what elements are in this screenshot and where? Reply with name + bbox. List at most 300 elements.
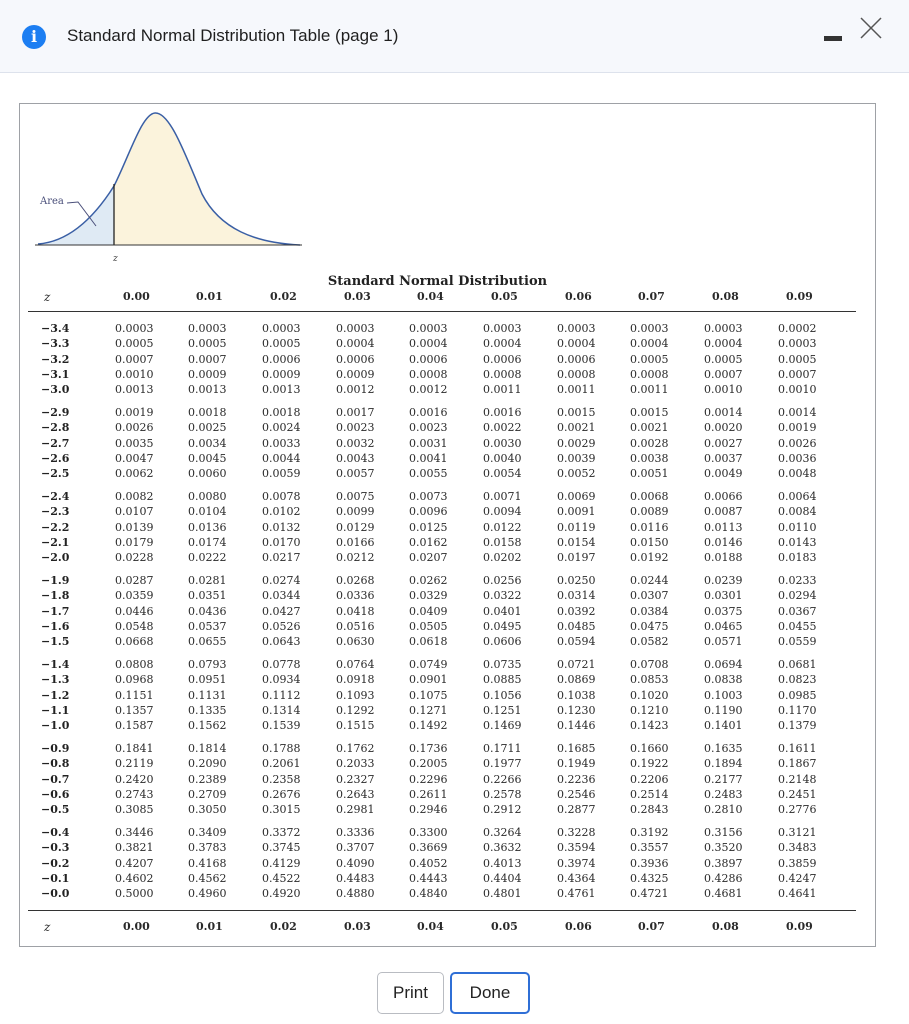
table-cell: 0.0048 [778,467,817,481]
table-cell: 0.0087 [704,505,743,519]
value-column [188,825,227,901]
table-cell: 0.4286 [704,871,743,885]
value-column [630,825,669,901]
table-cell: 0.3446 [115,826,154,839]
table-cell: 0.0047 [115,451,154,465]
table-cell: 0.0069 [557,490,596,503]
table-cell: 0.3156 [704,826,743,839]
table-cell: 0.1788 [262,742,301,755]
table-cell: 0.0005 [630,352,669,366]
table-cell: 0.0008 [483,367,522,381]
value-column [483,741,522,817]
table-cell: 0.0708 [630,658,669,671]
table-cell: 0.4129 [262,856,301,870]
table-cell: 0.0003 [778,337,817,351]
table-cell: 0.0375 [704,604,743,618]
table-cell: 0.0041 [409,451,448,465]
table-cell: 0.1020 [630,688,669,702]
table-cell: 0.2296 [409,772,448,786]
table-cell: 0.4013 [483,856,522,870]
table-cell: 0.0014 [778,406,817,419]
table-cell: 0.4880 [336,887,375,901]
z-value-column [41,741,69,817]
z-value: −0.3 [41,841,70,855]
z-value: −0.4 [41,826,70,839]
table-cell: 0.0174 [188,535,227,549]
table-cell: 0.0019 [115,406,154,419]
table-cell: 0.1190 [704,703,743,717]
table-cell: 0.0006 [336,352,375,366]
table-cell: 0.0582 [630,635,669,649]
table-cell: 0.0011 [557,383,596,397]
col-header-1: 0.01 [196,290,223,303]
table-cell: 0.0036 [778,451,817,465]
table-cell: 0.2266 [483,772,522,786]
table-cell: 0.0207 [409,551,448,565]
table-cell: 0.0918 [336,673,375,687]
z-value: −2.0 [41,551,70,565]
z-footer: z [44,920,51,934]
table-cell: 0.0014 [704,406,743,419]
table-cell: 0.0003 [262,322,301,335]
table-cell: 0.0202 [483,551,522,565]
table-cell: 0.0023 [336,421,375,435]
z-value-column [41,405,69,481]
table-cell: 0.0735 [483,658,522,671]
table-cell: 0.3085 [115,803,154,817]
table-cell: 0.1562 [188,719,227,733]
table-cell: 0.0006 [262,352,301,366]
table-cell: 0.2611 [409,787,448,801]
col-footer-1: 0.01 [196,920,223,933]
table-cell: 0.0256 [483,574,522,587]
table-cell: 0.0004 [557,337,596,351]
table-cell: 0.0129 [336,520,375,534]
value-column [336,657,375,733]
value-column [188,405,227,481]
table-cell: 0.0012 [336,383,375,397]
table-cell: 0.0951 [188,673,227,687]
table-cell: 0.0064 [778,490,817,503]
table-cell: 0.3300 [409,826,448,839]
table-cell: 0.0052 [557,467,596,481]
table-cell: 0.0005 [262,337,301,351]
column-header-bottom [20,920,875,936]
table-cell: 0.1292 [336,703,375,717]
table-cell: 0.4483 [336,871,375,885]
footer-rule [28,910,856,911]
table-cell: 0.0021 [557,421,596,435]
table-cell: 0.4522 [262,871,301,885]
table-cell: 0.0011 [483,383,522,397]
table-title: Standard Normal Distribution [327,274,548,289]
table-cell: 0.0154 [557,535,596,549]
col-footer-0: 0.00 [123,920,150,933]
table-cell: 0.1469 [483,719,522,733]
table-cell: 0.0968 [115,673,154,687]
print-button[interactable]: Print [377,972,444,1014]
table-cell: 0.0643 [262,635,301,649]
col-header-5: 0.05 [491,290,518,303]
table-cell: 0.0166 [336,535,375,549]
value-column [704,489,743,565]
table-cell: 0.0244 [630,574,669,587]
table-cell: 0.0032 [336,436,375,450]
table-cell: 0.0721 [557,658,596,671]
table-cell: 0.1210 [630,703,669,717]
table-cell: 0.0009 [336,367,375,381]
z-value: −1.7 [41,604,70,618]
table-cell: 0.2061 [262,757,301,771]
table-cell: 0.0068 [630,490,669,503]
table-cell: 0.1762 [336,742,375,755]
col-header-8: 0.08 [712,290,739,303]
z-value: −1.1 [41,703,70,717]
dialog-title: Standard Normal Distribution Table (page 1) [67,26,399,45]
table-cell: 0.2090 [188,757,227,771]
table-cell: 0.0075 [336,490,375,503]
table-cell: 0.0132 [262,520,301,534]
table-cell: 0.0026 [778,436,817,450]
table-cell: 0.1922 [630,757,669,771]
z-value: −3.0 [41,383,70,397]
z-value: −2.5 [41,467,70,481]
table-cell: 0.2643 [336,787,375,801]
z-value: −1.3 [41,673,70,687]
value-column [630,573,669,649]
table-cell: 0.0004 [704,337,743,351]
table-cell: 0.0005 [704,352,743,366]
done-button[interactable]: Done [450,972,530,1014]
table-cell: 0.0268 [336,574,375,587]
z-value: −0.7 [41,772,70,786]
table-cell: 0.0006 [483,352,522,366]
table-cell: 0.3594 [557,841,596,855]
value-column [483,489,522,565]
z-value: −2.2 [41,520,70,534]
col-header-4: 0.04 [417,290,444,303]
table-cell: 0.4562 [188,871,227,885]
table-cell: 0.2420 [115,772,154,786]
value-column [704,573,743,649]
value-column [704,741,743,817]
table-cell: 0.0008 [409,367,448,381]
table-cell: 0.0655 [188,635,227,649]
curve-body-fill [114,113,300,245]
table-cell: 0.0084 [778,505,817,519]
col-footer-3: 0.03 [344,920,371,933]
table-cell: 0.0107 [115,505,154,519]
z-value: −0.6 [41,787,70,801]
value-column [557,657,596,733]
table-cell: 0.0019 [778,421,817,435]
value-column [557,573,596,649]
table-cell: 0.0158 [483,535,522,549]
table-cell: 0.1539 [262,719,301,733]
table-cell: 0.0571 [704,635,743,649]
table-cell: 0.0010 [704,383,743,397]
z-value: −1.6 [41,619,70,633]
table-cell: 0.0217 [262,551,301,565]
table-cell: 0.3121 [778,826,817,839]
table-cell: 0.0985 [778,688,817,702]
table-cell: 0.2810 [704,803,743,817]
table-cell: 0.0013 [262,383,301,397]
table-cell: 0.0606 [483,635,522,649]
table-cell: 0.0526 [262,619,301,633]
table-cell: 0.0250 [557,574,596,587]
table-cell: 0.3557 [630,841,669,855]
table-cell: 0.0170 [262,535,301,549]
value-column [778,825,817,901]
table-cell: 0.3372 [262,826,301,839]
close-icon[interactable] [859,16,883,40]
table-cell: 0.0005 [188,337,227,351]
z-value: −0.2 [41,856,70,870]
table-cell: 0.0162 [409,535,448,549]
table-cell: 0.0054 [483,467,522,481]
table-cell: 0.0294 [778,589,817,603]
z-value: −0.1 [41,871,70,885]
table-cell: 0.0197 [557,551,596,565]
table-cell: 0.1251 [483,703,522,717]
table-cell: 0.0113 [704,520,743,534]
table-cell: 0.0465 [704,619,743,633]
value-column [115,825,154,901]
table-cell: 0.0078 [262,490,301,503]
table-cell: 0.1635 [704,742,743,755]
table-cell: 0.0059 [262,467,301,481]
table-cell: 0.3821 [115,841,154,855]
table-cell: 0.0016 [409,406,448,419]
table-cell: 0.0233 [778,574,817,587]
table-cell: 0.0039 [557,451,596,465]
table-cell: 0.1093 [336,688,375,702]
table-cell: 0.1056 [483,688,522,702]
value-column [778,405,817,481]
z-value: −1.5 [41,635,70,649]
table-cell: 0.0823 [778,673,817,687]
table-cell: 0.0618 [409,635,448,649]
table-cell: 0.0015 [630,406,669,419]
info-icon: i [22,25,46,49]
value-column [483,573,522,649]
col-footer-5: 0.05 [491,920,518,933]
table-cell: 0.3192 [630,826,669,839]
table-cell: 0.0035 [115,436,154,450]
table-cell: 0.0026 [115,421,154,435]
table-cell: 0.0104 [188,505,227,519]
table-cell: 0.0885 [483,673,522,687]
table-cell: 0.0003 [557,322,596,335]
table-cell: 0.3483 [778,841,817,855]
table-cell: 0.0004 [483,337,522,351]
table-cell: 0.4960 [188,887,227,901]
table-cell: 0.0329 [409,589,448,603]
table-cell: 0.0281 [188,574,227,587]
table-cell: 0.0008 [557,367,596,381]
col-footer-4: 0.04 [417,920,444,933]
table-cell: 0.3264 [483,826,522,839]
table-cell: 0.2776 [778,803,817,817]
table-cell: 0.0495 [483,619,522,633]
value-column [115,573,154,649]
value-column [115,741,154,817]
table-cell: 0.0668 [115,635,154,649]
table-cell: 0.1314 [262,703,301,717]
table-cell: 0.0537 [188,619,227,633]
table-cell: 0.0749 [409,658,448,671]
table-cell: 0.1271 [409,703,448,717]
value-column [336,405,375,481]
value-column [778,489,817,565]
table-cell: 0.4761 [557,887,596,901]
z-value: −2.7 [41,436,70,450]
table-cell: 0.3520 [704,841,743,855]
table-cell: 0.0040 [483,451,522,465]
table-cell: 0.0007 [704,367,743,381]
table-cell: 0.0006 [557,352,596,366]
value-column [409,489,448,565]
value-column [336,741,375,817]
table-cell: 0.0007 [188,352,227,366]
table-cell: 0.0301 [704,589,743,603]
table-cell: 0.0179 [115,535,154,549]
z-value: −1.8 [41,589,70,603]
table-cell: 0.4721 [630,887,669,901]
table-cell: 0.0505 [409,619,448,633]
table-cell: 0.0031 [409,436,448,450]
table-cell: 0.0003 [704,322,743,335]
table-cell: 0.4443 [409,871,448,885]
table-cell: 0.1894 [704,757,743,771]
table-cell: 0.0367 [778,604,817,618]
value-column [557,321,596,397]
value-column [483,825,522,901]
z-value: −2.4 [41,490,70,503]
col-header-9: 0.09 [786,290,813,303]
table-cell: 0.0007 [115,352,154,366]
z-axis-label: z [113,254,118,264]
table-cell: 0.0516 [336,619,375,633]
z-value: −3.1 [41,367,70,381]
value-column [262,741,301,817]
value-column [557,825,596,901]
table-cell: 0.1736 [409,742,448,755]
value-column [409,573,448,649]
value-column [262,405,301,481]
minimize-icon[interactable] [823,29,845,43]
value-column [336,825,375,901]
table-cell: 0.0008 [630,367,669,381]
col-footer-6: 0.06 [565,920,592,933]
table-cell: 0.0314 [557,589,596,603]
value-column [336,321,375,397]
table-cell: 0.3859 [778,856,817,870]
value-column [188,741,227,817]
table-cell: 0.4207 [115,856,154,870]
table-cell: 0.3936 [630,856,669,870]
table-cell: 0.0239 [704,574,743,587]
table-cell: 0.4681 [704,887,743,901]
table-cell: 0.0002 [778,322,817,335]
z-value: −0.9 [41,742,70,755]
table-cell: 0.2981 [336,803,375,817]
table-cell: 0.0005 [115,337,154,351]
table-cell: 0.1379 [778,719,817,733]
table-cell: 0.4364 [557,871,596,885]
table-cell: 0.0793 [188,658,227,671]
table-cell: 0.0559 [778,635,817,649]
table-cell: 0.1611 [778,742,817,755]
table-cell: 0.0838 [704,673,743,687]
col-footer-8: 0.08 [712,920,739,933]
table-cell: 0.3897 [704,856,743,870]
table-cell: 0.0021 [630,421,669,435]
table-cell: 0.0003 [115,322,154,335]
table-cell: 0.1711 [483,742,522,755]
table-cell: 0.0778 [262,658,301,671]
table-cell: 0.0934 [262,673,301,687]
table-cell: 0.1075 [409,688,448,702]
table-cell: 0.1151 [115,688,154,702]
table-cell: 0.0150 [630,535,669,549]
table-cell: 0.4404 [483,871,522,885]
table-cell: 0.0003 [409,322,448,335]
value-column [262,489,301,565]
value-column [409,825,448,901]
table-cell: 0.0025 [188,421,227,435]
table-cell: 0.2327 [336,772,375,786]
value-column [630,321,669,397]
dialog-titlebar [0,0,909,73]
table-cell: 0.3783 [188,841,227,855]
table-cell: 0.4641 [778,887,817,901]
z-value: −0.0 [41,887,70,901]
table-cell: 0.0022 [483,421,522,435]
value-column [336,573,375,649]
z-value: −2.3 [41,505,70,519]
table-cell: 0.0062 [115,467,154,481]
value-column [409,741,448,817]
table-cell: 0.0030 [483,436,522,450]
table-cell: 0.3336 [336,826,375,839]
table-cell: 0.1170 [778,703,817,717]
table-cell: 0.0359 [115,589,154,603]
table-cell: 0.0049 [704,467,743,481]
table-cell: 0.0116 [630,520,669,534]
table-cell: 0.0082 [115,490,154,503]
table-cell: 0.3707 [336,841,375,855]
table-cell: 0.0262 [409,574,448,587]
value-column [630,489,669,565]
value-column [704,321,743,397]
table-cell: 0.0146 [704,535,743,549]
table-cell: 0.2177 [704,772,743,786]
table-cell: 0.0094 [483,505,522,519]
table-cell: 0.0044 [262,451,301,465]
table-cell: 0.0051 [630,467,669,481]
table-cell: 0.0143 [778,535,817,549]
table-cell: 0.1867 [778,757,817,771]
table-cell: 0.1587 [115,719,154,733]
col-header-0: 0.00 [123,290,150,303]
z-value: −3.2 [41,352,70,366]
table-cell: 0.0080 [188,490,227,503]
table-cell: 0.0091 [557,505,596,519]
table-cell: 0.0274 [262,574,301,587]
table-cell: 0.0066 [704,490,743,503]
